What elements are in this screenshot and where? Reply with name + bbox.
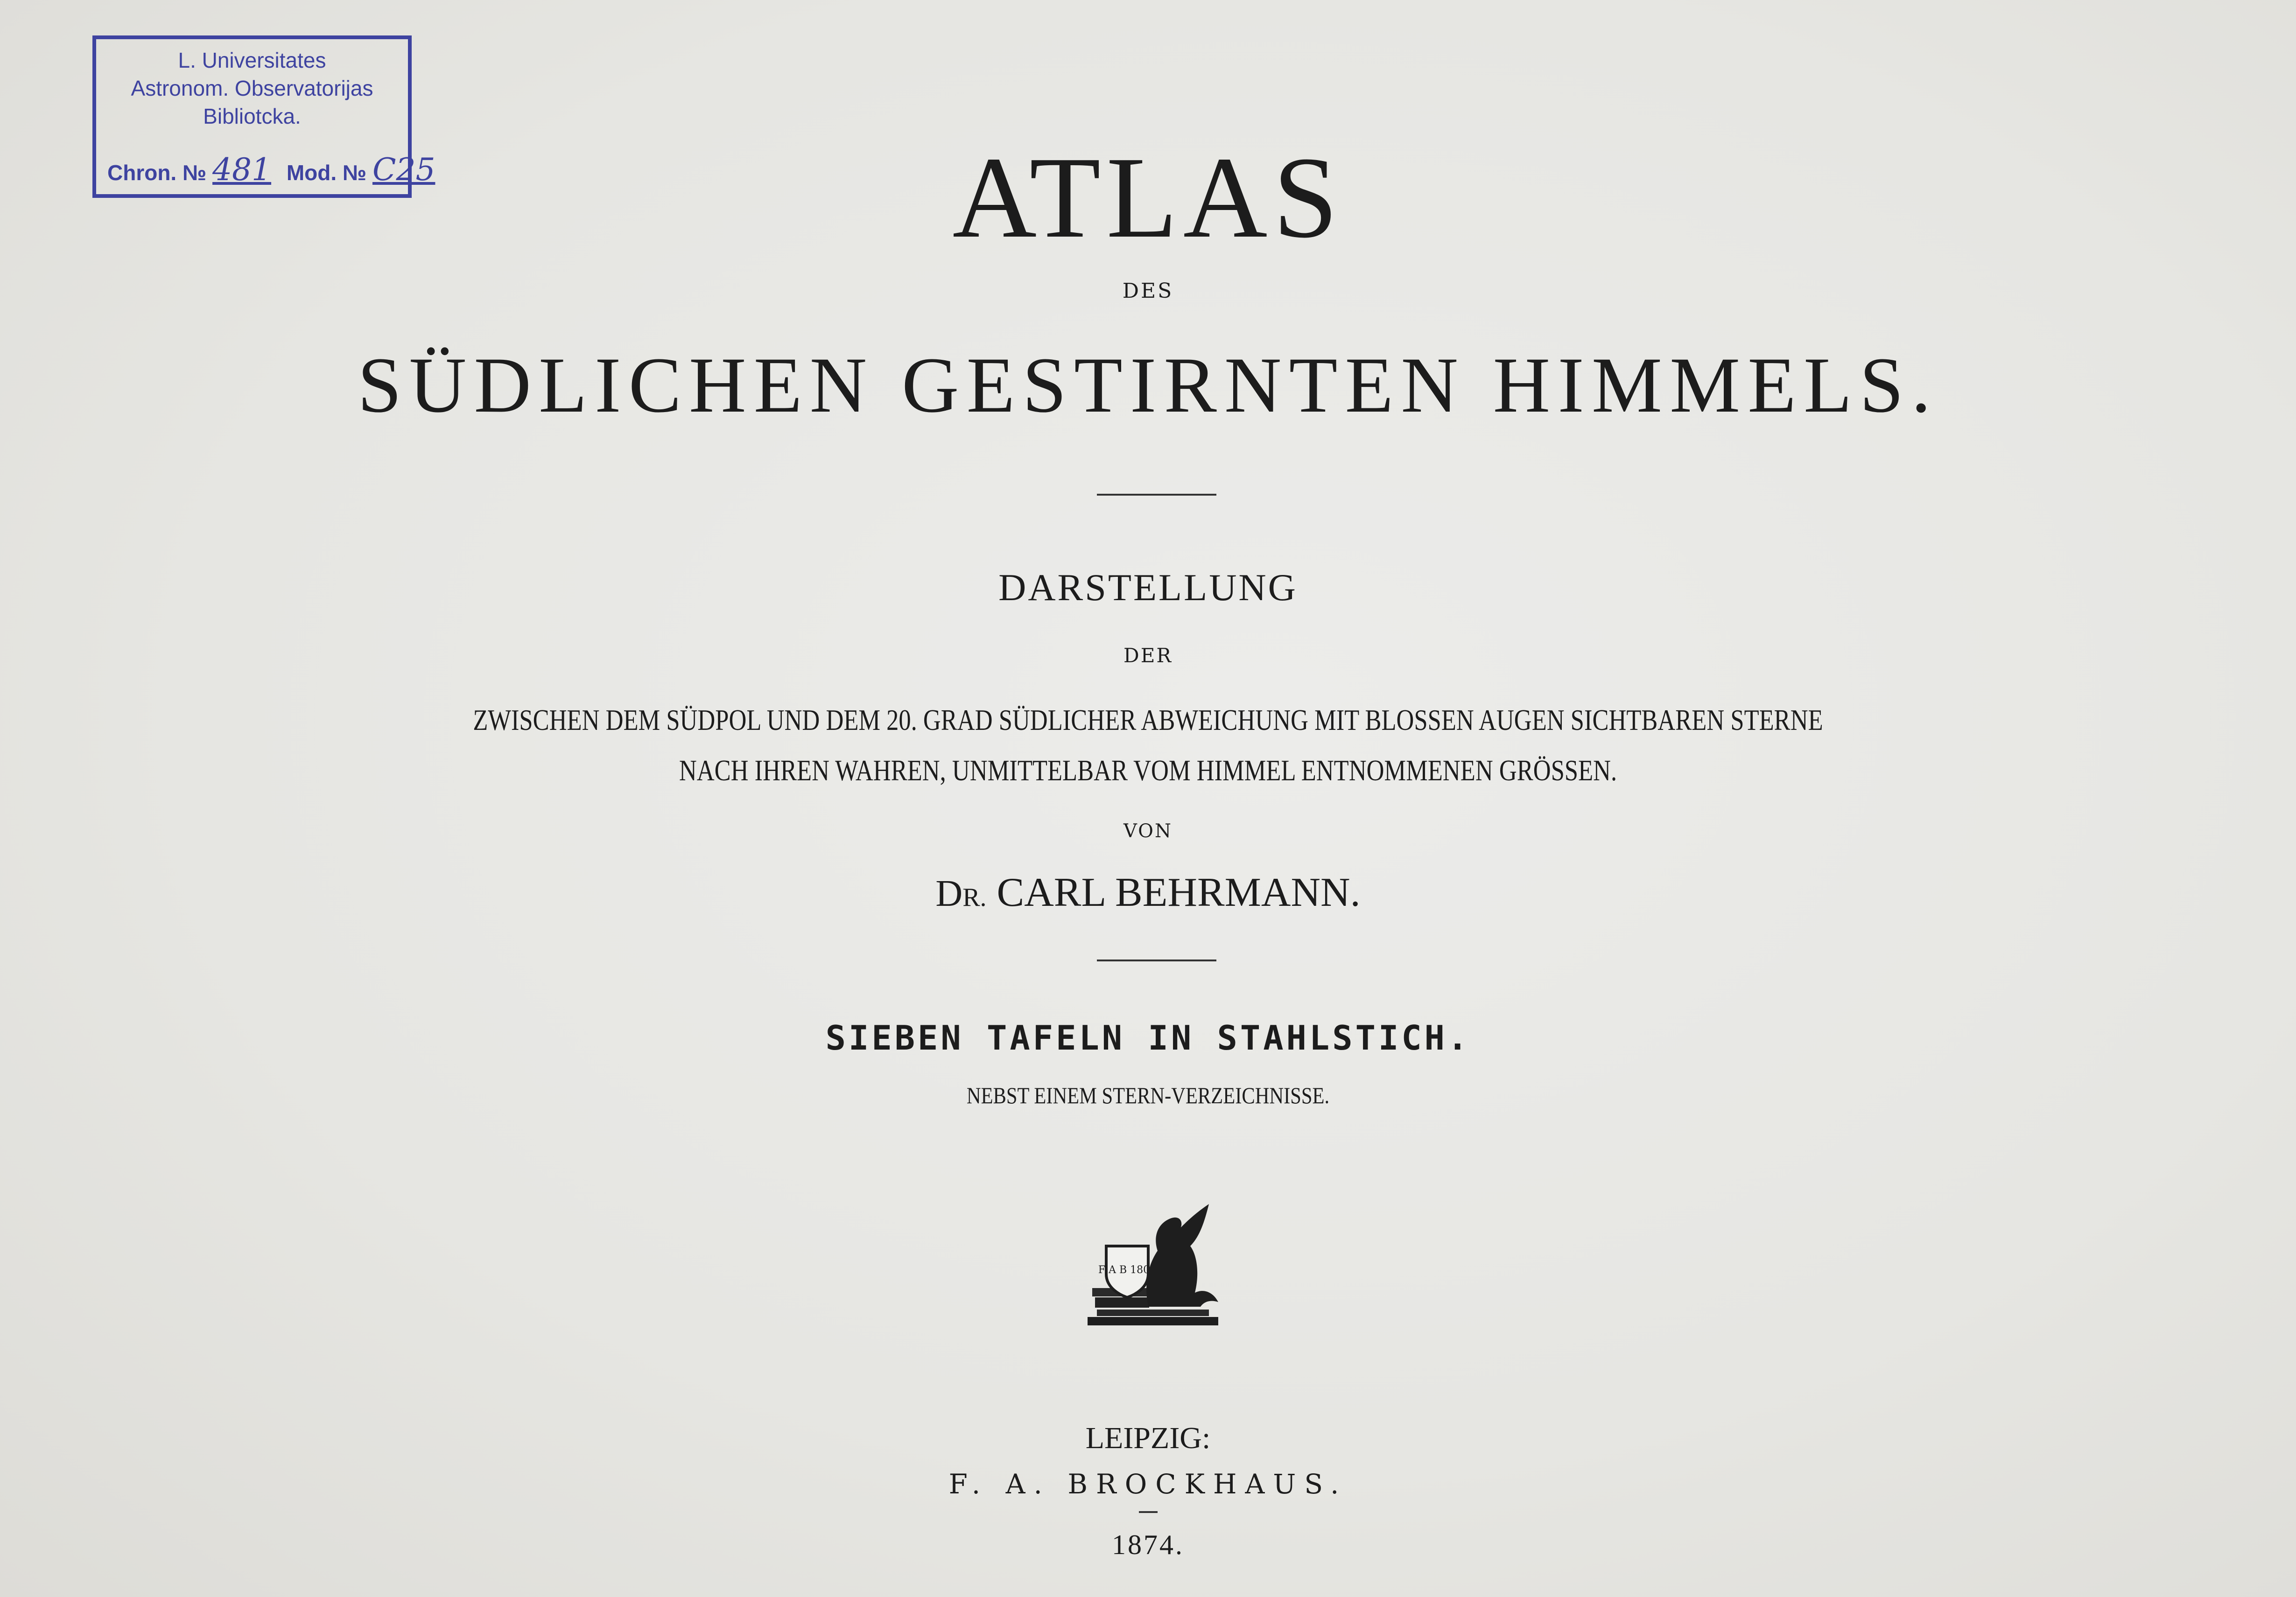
stamp-line-1: L. Universitates (178, 48, 326, 72)
page-title: ATLAS (952, 133, 1344, 262)
author-name-text: CARL BEHRMANN. (997, 870, 1361, 915)
imprint-place: LEIPZIG: (1085, 1421, 1211, 1455)
divider-rule (1097, 494, 1216, 496)
stamp-line-3: Bibliotcka. (203, 104, 301, 128)
imprint-year: 1874. (1112, 1529, 1184, 1560)
stamp-chron-value: 481 (212, 152, 272, 188)
stamp-mod-value: C25 (372, 152, 435, 188)
author-prefix: DR. (935, 873, 987, 914)
short-dash (1139, 1511, 1158, 1513)
author-name (0, 869, 2296, 916)
page-subtitle: SÜDLICHEN GESTIRNTEN HIMMELS. (358, 341, 1938, 429)
printer-device-monogram: F A B 1805 (1098, 1264, 1157, 1276)
printer-device-griffin (1078, 1195, 1228, 1335)
catalogue-line: NEBST EINEM STERN-VERZEICHNISSE. (966, 1082, 1330, 1108)
description-line-2: NACH IHREN WAHREN, UNMITTELBAR VOM HIMMEL ENTNOMMENEN GRÖSSEN. (679, 754, 1617, 787)
connector-der: DER (1123, 644, 1173, 667)
connector-des: DES (1122, 279, 1174, 303)
plates-line: SIEBEN TAFELN IN STAHLSTICH. (825, 1018, 1471, 1058)
divider-rule (1097, 960, 1216, 961)
connector-von: VON (1123, 820, 1173, 842)
description-line-1: ZWISCHEN DEM SÜDPOL UND DEM 20. GRAD SÜDLICHER ABWEICHUNG MIT BLOSSEN AUGEN SICHTBAREN STERNE (473, 703, 1823, 736)
darstellung-heading: DARSTELLUNG (998, 566, 1298, 609)
stamp-chron-label: Chron. № (107, 161, 207, 185)
stamp-line-2: Astronom. Observatorijas (131, 76, 373, 100)
stamp-mod-label: Mod. № (286, 161, 367, 185)
imprint-publisher: F. A. BROCKHAUS. (948, 1468, 1348, 1500)
